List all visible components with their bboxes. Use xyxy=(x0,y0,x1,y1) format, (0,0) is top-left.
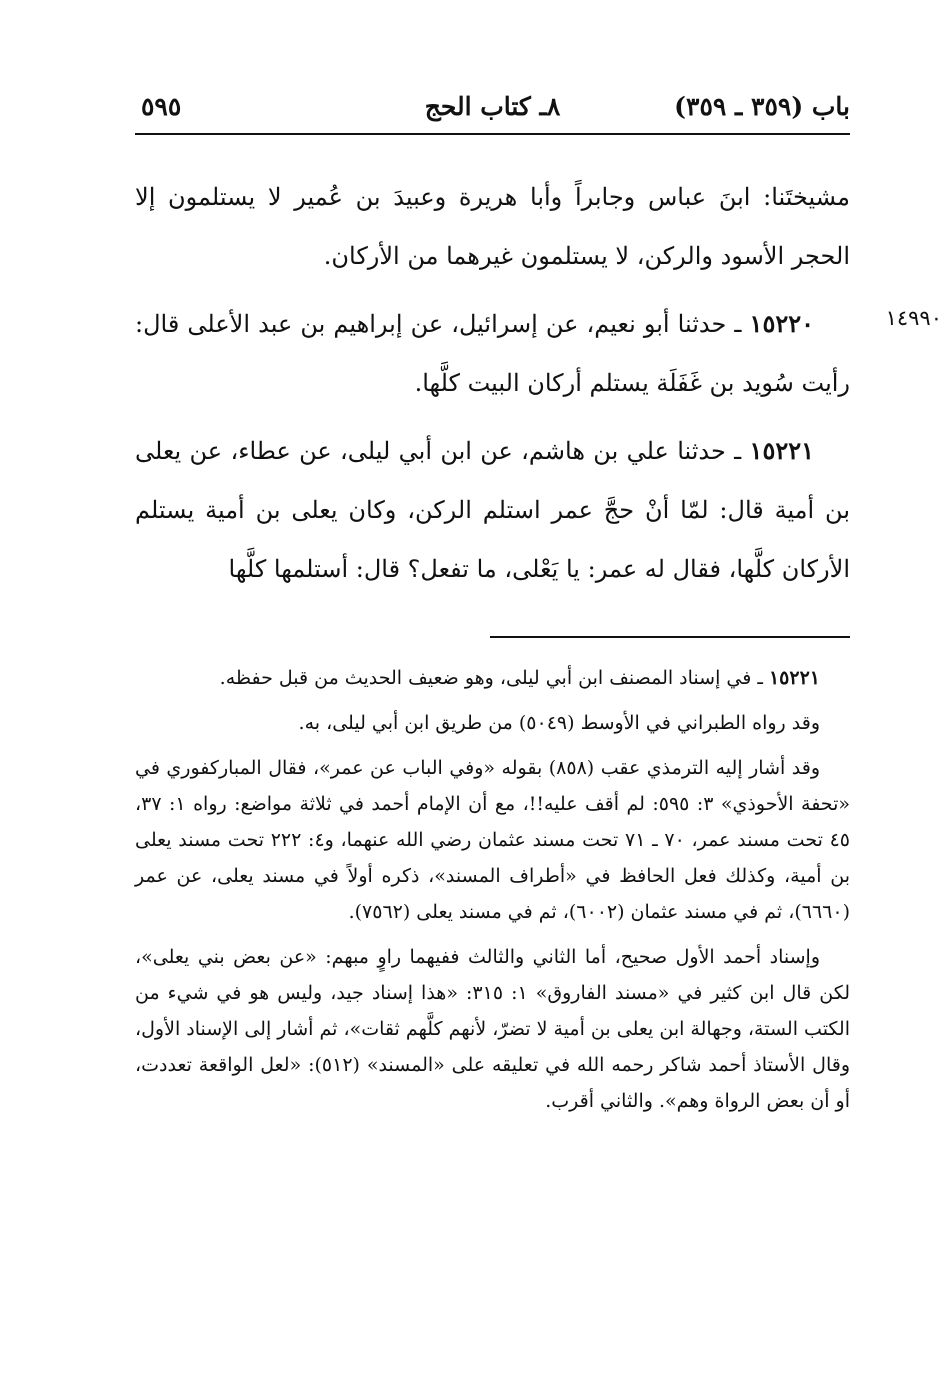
footnote-rule xyxy=(490,636,850,638)
footnote-text: ـ في إسناد المصنف ابن أبي ليلى، وهو ضعيف الحديث من قبل حفظه. xyxy=(219,667,769,689)
hadith-number: ١٥٢٢٠ xyxy=(749,309,814,338)
hadith-text: ـ حدثنا علي بن هاشم، عن ابن أبي ليلى، عن عطاء، عن يعلى بن أمية قال: لمّا أنْ حجَّ عمر استلم الركن، وكان يعلى بن أمية يستلم الأركان كلَّها، فقال له عمر: يا يَعْلى، ما تفعل؟ قال: أستلمها كلَّها xyxy=(135,437,850,583)
footnote-number: ١٥٢٢١ xyxy=(768,667,820,689)
margin-reference-number: ١٤٩٩٠ xyxy=(885,306,942,330)
header-rule xyxy=(135,133,850,135)
book-title: ٨ـ كتاب الحج xyxy=(424,92,561,121)
hadith-15220 xyxy=(135,294,850,413)
hadith-number: ١٥٢٢١ xyxy=(749,436,814,465)
footnote-15221 xyxy=(135,660,850,696)
running-header xyxy=(135,86,850,130)
chapter-title: باب (٣٥٩ ـ ٣٥٩) xyxy=(674,92,850,121)
main-text xyxy=(135,168,850,607)
hadith-15221 xyxy=(135,421,850,599)
paragraph-continuation: مشيختَنا: ابنَ عباس وجابراً وأبا هريرة وعبيدَ بن عُمير لا يستلمون إلا الحجر الأسود والركن، لا يستلمون غيرهما من الأركان. xyxy=(135,183,850,270)
page-number: ٥٩٥ xyxy=(141,92,182,121)
footnote-paragraph: وقد أشار إليه الترمذي عقب (٨٥٨) بقوله «وفي الباب عن عمر»، فقال المباركفوري في «تحفة الأحوذي» ٣: ٥٩٥: لم أقف عليه!!، مع أن الإمام أحمد في ثلاثة مواضع: رواه ١: ٣٧، ٤٥ تحت مسند عمر، ٧٠ ـ ٧١ تحت مسند عثمان رضي الله عنهما، و٤: ٢٢٢ تحت مسند يعلى بن أمية، وكذلك فعل الحافظ في «أطراف المسند»، ذكره أولاً في مسند يعلى، عن عمر (٦٦٦٠)، ثم في مسند عثمان (٦٠٠٢)، ثم في مسند يعلى (٧٥٦٢). xyxy=(135,757,851,923)
footnote-paragraph: وإسناد أحمد الأول صحيح، أما الثاني والثالث ففيهما راوٍ مبهم: «عن بعض بني يعلى»، لكن قال ابن كثير في «مسند الفاروق» ١: ٣١٥: «هذا إسناد جيد، وليس هو في شيء من الكتب الستة، وجهالة ابن يعلى بن أمية لا تضرّ، لأنهم كلَّهم ثقات»، ثم أشار إلى الإسناد الأول، وقال الأستاذ أحمد شاكر رحمه الله في تعليقه على «المسند» (٥١٢): «لعل الواقعة تعددت، أو أن بعض الرواة وهم». والثاني أقرب. xyxy=(135,946,850,1112)
hadith-text: ـ حدثنا أبو نعيم، عن إسرائيل، عن إبراهيم بن عبد الأعلى قال: رأيت سُويد بن غَفَلَة يستلم أركان البيت كلَّها. xyxy=(135,310,850,397)
footnotes xyxy=(135,660,850,1128)
footnote-paragraph: وقد رواه الطبراني في الأوسط (٥٠٤٩) من طريق ابن أبي ليلى، به. xyxy=(298,712,820,734)
